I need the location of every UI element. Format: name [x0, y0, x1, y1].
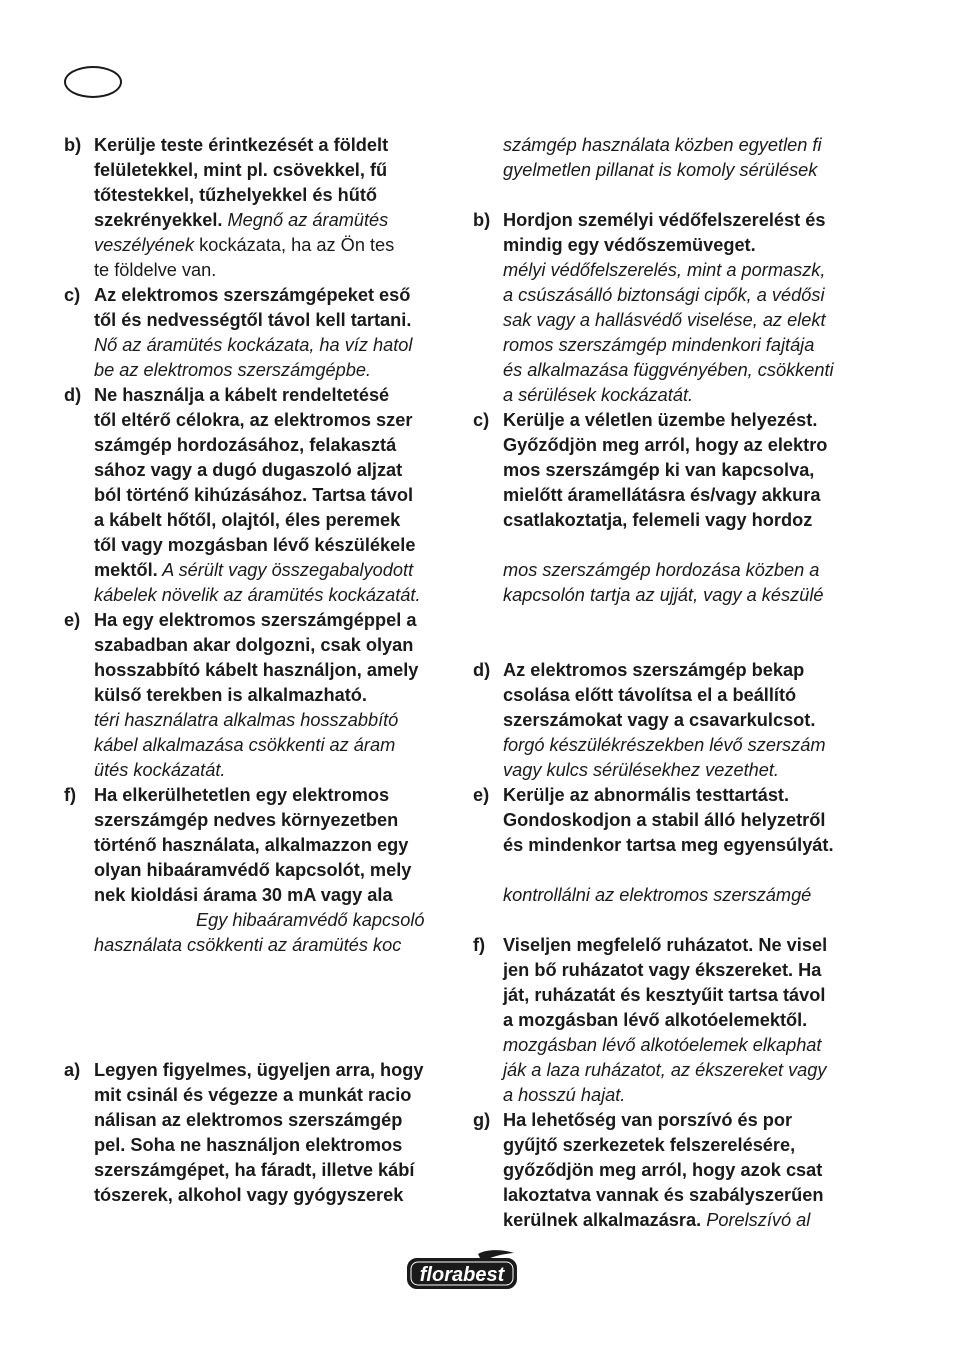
item-marker: b) — [64, 135, 82, 155]
logo-text: florabest — [419, 1264, 505, 1286]
text-line — [503, 1208, 873, 1233]
text-line: olyan hibaáramvédő kapcsolót, mely — [94, 860, 412, 880]
text-line: mélyi védőfelszerelés, mint a pormaszk, — [503, 260, 826, 280]
text-line: csolása előtt távolítsa el a beállító — [503, 685, 797, 705]
spacer — [64, 958, 454, 1058]
text-line: szabadban akar dolgozni, csak olyan — [94, 635, 414, 655]
list-item-d — [64, 383, 454, 608]
text-line: tószerek, alkohol vagy gyógyszerek — [94, 1185, 404, 1205]
text-line: ból történő kihúzásához. Tartsa távol — [94, 485, 413, 505]
text-line: Gondoskodjon a stabil álló helyzetről — [503, 810, 826, 830]
list-item-e — [473, 783, 873, 908]
text-line: használata csökkenti az áramütés koc — [94, 935, 402, 955]
text-line: től és nedvességtől távol kell tartani. — [94, 310, 412, 330]
text-line: számgép hordozásához, felakasztá — [94, 435, 397, 455]
list-item-f — [473, 933, 873, 1108]
text-line: vagy kulcs sérülésekhez vezethet. — [503, 760, 779, 780]
text-line: történő használata, alkalmazzon egy — [94, 835, 409, 855]
item-marker: d) — [473, 660, 491, 680]
text-line: ják a laza ruházatot, az ékszereket vagy — [503, 1060, 827, 1080]
text-line: szerszámgép nedves környezetben — [94, 810, 399, 830]
list-item-f — [64, 783, 454, 958]
text-line: kapcsolón tartja az ujját, vagy a készülé — [503, 585, 824, 605]
right-column — [473, 133, 873, 1233]
list-item-d — [473, 658, 873, 783]
normal-text: kockázata, ha az Ön tes — [194, 235, 395, 255]
text-line: sához vagy a dugó dugaszoló aljzat — [94, 460, 403, 480]
text-line: sak vagy a hallásvédő viselése, az elekt — [503, 310, 826, 330]
italic-text: Megnő az áramütés — [222, 210, 389, 230]
italic-text: A sérült vagy összegabalyodott — [157, 560, 414, 580]
text-line: győződjön meg arról, hogy azok csat — [503, 1160, 823, 1180]
text-line: a csúszásálló biztonsági cipők, a védősi — [503, 285, 825, 305]
text-line: mindig egy védőszemüveget. — [503, 235, 756, 255]
text-line: és mindenkor tartsa meg egyensúlyát. — [503, 835, 834, 855]
item-marker: e) — [473, 785, 490, 805]
text-line: mos szerszámgép hordozása közben a — [503, 560, 820, 580]
text-line: gyelmetlen pillanat is komoly sérülések — [503, 160, 818, 180]
text-line: felületekkel, mint pl. csövekkel, fű — [94, 160, 388, 180]
spacer — [473, 908, 873, 933]
left-column — [64, 133, 454, 1208]
spacer — [473, 608, 873, 658]
text-line: től eltérő célokra, az elektromos szer — [94, 410, 413, 430]
continuation-text — [473, 133, 873, 183]
text-line: ütés kockázatát. — [94, 760, 226, 780]
text-line: tőtestekkel, tűzhelyekkel és hűtő — [94, 185, 378, 205]
list-item-g — [473, 1108, 873, 1233]
list-item-a — [64, 1058, 454, 1208]
list-item-b — [473, 208, 873, 408]
item-marker: f) — [473, 935, 486, 955]
text-line: szerszámgépet, ha fáradt, illetve kábí — [94, 1160, 415, 1180]
item-marker: a) — [64, 1060, 81, 1080]
item-marker: b) — [473, 210, 491, 230]
text-line: Legyen figyelmes, ügyeljen arra, hogy — [94, 1060, 424, 1080]
italic-text: Porelszívó al — [701, 1210, 811, 1230]
text-line: Kerülje teste érintkezését a földelt — [94, 135, 389, 155]
text-line: Győződjön meg arról, hogy az elektro — [503, 435, 828, 455]
text-line: Ha egy elektromos szerszámgéppel a — [94, 610, 417, 630]
text-line: mielőtt áramellátásra és/vagy akkura — [503, 485, 821, 505]
text-line: Az elektromos szerszámgép bekap — [503, 660, 805, 680]
text-line: Ha lehetőség van porszívó és por — [503, 1110, 793, 1130]
list-item-c — [64, 283, 454, 383]
item-marker: c) — [64, 285, 81, 305]
item-marker: g) — [473, 1110, 491, 1130]
text-line: Hordjon személyi védőfelszerelést és — [503, 210, 826, 230]
text-line: mozgásban lévő alkotóelemek elkaphat — [503, 1035, 822, 1055]
text-line: be az elektromos szerszámgépbe. — [94, 360, 371, 380]
bold-text: kerülnek alkalmazásra. — [503, 1210, 702, 1230]
text-line: forgó készülékrészekben lévő szerszám — [503, 735, 826, 755]
text-line: nek kioldási árama 30 mA vagy ala — [94, 885, 393, 905]
text-line: Egy hibaáramvédő kapcsoló — [196, 910, 425, 930]
text-line: hosszabbító kábelt használjon, amely — [94, 660, 419, 680]
language-badge — [64, 66, 122, 98]
bold-text: mektől. — [94, 560, 158, 580]
text-line: Nő az áramütés kockázata, ha víz hatol — [94, 335, 413, 355]
florabest-logo — [406, 1250, 518, 1290]
italic-text: veszélyének — [94, 235, 195, 255]
spacer — [503, 533, 873, 558]
list-item-c — [473, 408, 873, 608]
text-line: a sérülések kockázatát. — [503, 385, 694, 405]
item-marker: d) — [64, 385, 82, 405]
text-line: romos szerszámgép mindenkori fajtája — [503, 335, 815, 355]
spacer — [503, 858, 873, 883]
list-item-b — [64, 133, 454, 283]
text-line: pel. Soha ne használjon elektromos — [94, 1135, 403, 1155]
text-line: ját, ruházatát és kesztyűit tartsa távol — [503, 985, 826, 1005]
item-marker: c) — [473, 410, 490, 430]
text-line — [94, 233, 454, 258]
text-line: számgép használata közben egyetlen fi — [503, 135, 822, 155]
text-line: lakoztatva vannak és szabályszerűen — [503, 1185, 824, 1205]
text-line: a kábelt hőtől, olajtól, éles peremek — [94, 510, 401, 530]
text-line: jen bő ruházatot vagy ékszereket. Ha — [503, 960, 822, 980]
text-line: te földelve van. — [94, 260, 217, 280]
text-line: téri használatra alkalmas hosszabbító — [94, 710, 399, 730]
text-line: Az elektromos szerszámgépeket eső — [94, 285, 411, 305]
text-line — [94, 208, 454, 233]
text-line: gyűjtő szerkezetek felszerelésére, — [503, 1135, 796, 1155]
text-line: a hosszú hajat. — [503, 1085, 626, 1105]
text-line: Ha elkerülhetetlen egy elektromos — [94, 785, 390, 805]
text-line: kábel alkalmazása csökkenti az áram — [94, 735, 396, 755]
text-line: Kerülje az abnormális testtartást. — [503, 785, 790, 805]
list-item-e — [64, 608, 454, 783]
text-line: mit csinál és végezze a munkát racio — [94, 1085, 412, 1105]
text-line: től vagy mozgásban lévő készülékele — [94, 535, 416, 555]
text-line: és alkalmazása függvényében, csökkenti — [503, 360, 834, 380]
spacer — [473, 183, 873, 208]
text-line — [94, 558, 454, 583]
text-line: Kerülje a véletlen üzembe helyezést. — [503, 410, 818, 430]
text-line: csatlakoztatja, felemeli vagy hordoz — [503, 510, 813, 530]
item-marker: f) — [64, 785, 77, 805]
text-line: kontrollálni az elektromos szerszámgé — [503, 885, 812, 905]
text-line: Ne használja a kábelt rendeltetésé — [94, 385, 390, 405]
bold-text: szekrényekkel. — [94, 210, 223, 230]
text-line: szerszámokat vagy a csavarkulcsot. — [503, 710, 816, 730]
text-line: külső terekben is alkalmazható. — [94, 685, 367, 705]
text-line: mos szerszámgép ki van kapcsolva, — [503, 460, 815, 480]
text-line: Viseljen megfelelő ruházatot. Ne visel — [503, 935, 828, 955]
text-line: a mozgásban lévő alkotóelemektől. — [503, 1010, 808, 1030]
text-line: nálisan az elektromos szerszámgép — [94, 1110, 403, 1130]
text-line: kábelek növelik az áramütés kockázatát. — [94, 585, 421, 605]
item-marker: e) — [64, 610, 81, 630]
